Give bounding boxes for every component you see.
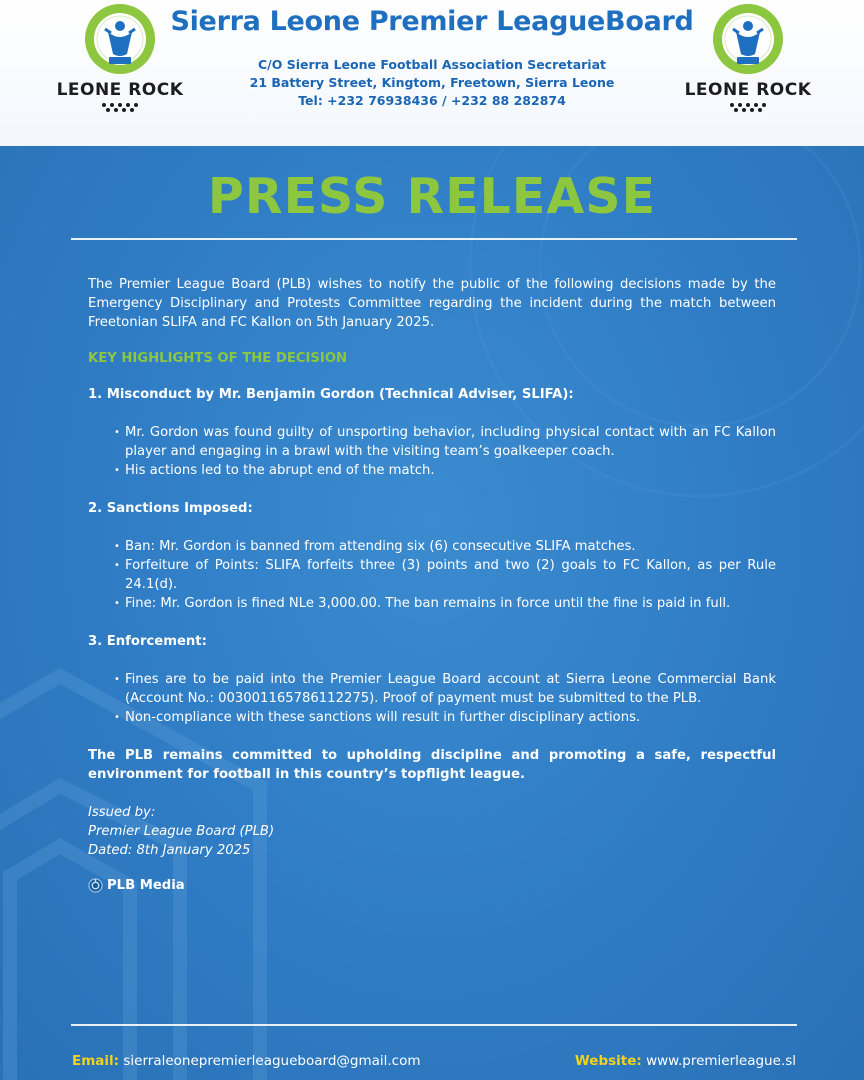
section-heading: 2. Sanctions Imposed: bbox=[88, 501, 253, 516]
list-item: • Fines are to be paid into the Premier League Board account at Sierra Leone Commercial Bank (Account No.: 003001165786112275). Proof of payment must be submitted to the PLB. bbox=[114, 670, 776, 708]
website-label: Website: bbox=[574, 1053, 642, 1069]
section-bullets bbox=[114, 423, 776, 480]
logo-wordmark: LEONE ROCK bbox=[684, 80, 812, 100]
board-title: Sierra Leone Premier LeagueBoard bbox=[170, 6, 694, 37]
logo-dots-icon bbox=[728, 102, 768, 112]
list-item: • Non-compliance with these sanctions will result in further disciplinary actions. bbox=[114, 708, 776, 727]
release-content bbox=[88, 275, 776, 895]
closing-statement: The PLB remains committed to upholding discipline and promoting a safe, respectful environment for football in this country’s topflight league. bbox=[88, 748, 776, 782]
media-label: PLB Media bbox=[107, 878, 185, 893]
issue-date: Dated: 8th January 2025 bbox=[88, 843, 251, 858]
section-heading: 1. Misconduct by Mr. Benjamin Gordon (Technical Adviser, SLIFA): bbox=[88, 387, 574, 402]
issued-block bbox=[88, 803, 776, 860]
issued-by-label: Issued by: bbox=[88, 805, 156, 820]
issuer-name: Premier League Board (PLB) bbox=[88, 824, 275, 839]
list-item: • Forfeiture of Points: SLIFA forfeits three (3) points and two (2) goals to FC Kallon, as per Rule 24.1(d). bbox=[114, 556, 776, 594]
email-address[interactable]: sierraleonepremierleagueboard@gmail.com bbox=[123, 1053, 421, 1069]
section-heading: 3. Enforcement: bbox=[88, 634, 207, 649]
address-line-1: C/O Sierra Leone Football Association Secretariat bbox=[257, 57, 607, 72]
highlights-heading: KEY HIGHLIGHTS OF THE DECISION bbox=[88, 351, 348, 366]
section-bullets bbox=[114, 670, 776, 727]
league-seal-icon bbox=[711, 2, 785, 76]
list-item: • Fine: Mr. Gordon is fined NLe 3,000.00. The ban remains in force until the fine is paid in full. bbox=[114, 594, 776, 613]
address-line-3: Tel: +232 76938436 / +232 88 282874 bbox=[298, 93, 566, 108]
league-logo-right bbox=[683, 2, 813, 120]
divider-top bbox=[71, 238, 797, 240]
list-item: • Ban: Mr. Gordon is banned from attending six (6) consecutive SLIFA matches. bbox=[114, 537, 776, 556]
website-link[interactable]: www.premierleague.sl bbox=[646, 1053, 796, 1069]
email-label: Email: bbox=[72, 1053, 120, 1069]
letterhead bbox=[0, 0, 864, 146]
press-release-title: PRESS RELEASE bbox=[207, 168, 657, 225]
logo-wordmark: LEONE ROCK bbox=[56, 80, 184, 100]
divider-bottom bbox=[71, 1024, 797, 1026]
footer-email bbox=[72, 1053, 421, 1069]
media-signature bbox=[88, 876, 776, 895]
list-item: • Mr. Gordon was found guilty of unsporting behavior, including physical contact with an FC Kallon player and engaging in a brawl with the visiting team’s goalkeeper coach. bbox=[114, 423, 776, 461]
list-item: • His actions led to the abrupt end of the match. bbox=[114, 461, 776, 480]
footer-website bbox=[575, 1053, 796, 1069]
address-line-2: 21 Battery Street, Kingtom, Freetown, Sierra Leone bbox=[249, 75, 615, 90]
section-bullets bbox=[114, 537, 776, 613]
media-logo-icon bbox=[88, 878, 103, 893]
intro-paragraph: The Premier League Board (PLB) wishes to notify the public of the following decisions made by the Emergency Disciplinary and Protests Committee regarding the incident during the match between Freetonian SLIFA and FC Kallon on 5th January 2025. bbox=[88, 277, 776, 330]
